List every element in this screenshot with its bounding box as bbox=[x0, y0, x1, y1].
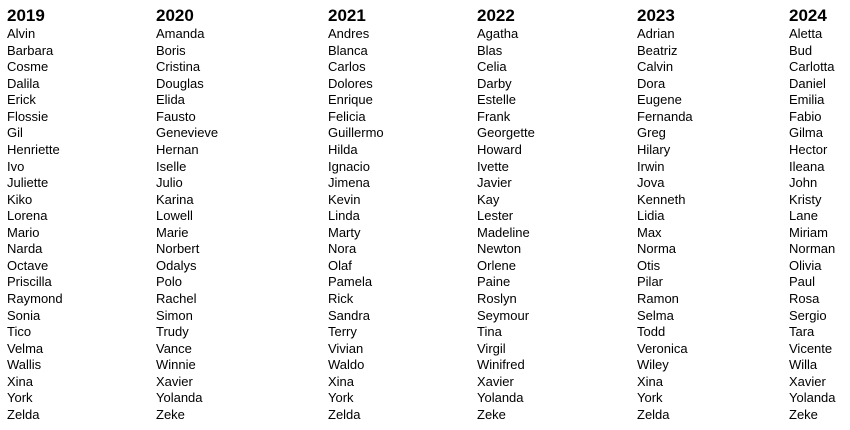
name-item: Tico bbox=[7, 324, 32, 340]
name-item: York bbox=[7, 390, 33, 406]
year-heading: 2019 bbox=[7, 6, 45, 25]
name-item: John bbox=[789, 175, 818, 191]
name-item: Madeline bbox=[477, 224, 530, 240]
name-item: Zelda bbox=[7, 406, 40, 422]
year-column bbox=[328, 5, 384, 424]
name-item: Alvin bbox=[7, 26, 36, 41]
name-item: Kenneth bbox=[637, 191, 686, 207]
name-item: Pilar bbox=[637, 274, 664, 290]
name-item: Celia bbox=[477, 59, 507, 75]
name-item: Olivia bbox=[789, 257, 822, 273]
name-item: Genevieve bbox=[156, 125, 219, 141]
name-item: Zeke bbox=[156, 406, 185, 422]
name-item: Waldo bbox=[328, 357, 365, 373]
name-item: Todd bbox=[637, 324, 666, 340]
name-item: Xavier bbox=[477, 373, 514, 389]
name-item: Enrique bbox=[328, 92, 373, 108]
name-item: Ramon bbox=[637, 291, 679, 306]
name-item: Newton bbox=[477, 241, 522, 257]
name-item: Lidia bbox=[637, 208, 665, 224]
name-item: Zelda bbox=[637, 406, 670, 422]
name-item: Jova bbox=[637, 175, 665, 191]
name-item: Erick bbox=[7, 92, 36, 108]
name-item: Cristina bbox=[156, 59, 201, 75]
name-item: Yolanda bbox=[789, 390, 836, 406]
year-column bbox=[156, 5, 218, 424]
name-item: Blas bbox=[477, 42, 503, 58]
name-item: Dora bbox=[637, 75, 666, 91]
name-item: Xavier bbox=[156, 373, 193, 389]
name-item: Hilary bbox=[637, 141, 671, 157]
name-item: Fabio bbox=[789, 108, 822, 124]
name-item: Emilia bbox=[789, 92, 825, 108]
name-item: Andres bbox=[328, 26, 370, 41]
name-item: Yolanda bbox=[477, 390, 524, 406]
name-item: Vance bbox=[156, 340, 192, 356]
name-item: Yolanda bbox=[156, 390, 203, 406]
name-item: York bbox=[637, 390, 663, 406]
name-item: Narda bbox=[7, 241, 43, 257]
name-item: Howard bbox=[477, 141, 522, 157]
name-item: Eugene bbox=[637, 92, 682, 108]
name-item: Xina bbox=[328, 373, 355, 389]
name-item: Olaf bbox=[328, 257, 352, 273]
name-item: Rick bbox=[328, 291, 354, 306]
name-item: Sonia bbox=[7, 307, 41, 323]
name-item: Elida bbox=[156, 92, 185, 108]
name-item: Veronica bbox=[637, 340, 688, 356]
name-item: Ignacio bbox=[328, 158, 370, 174]
name-item: Octave bbox=[7, 257, 49, 273]
name-item: Kristy bbox=[789, 191, 822, 207]
name-item: Polo bbox=[156, 274, 183, 290]
name-item: Darby bbox=[477, 75, 512, 91]
name-item: Nora bbox=[328, 241, 357, 257]
name-item: Orlene bbox=[477, 257, 517, 273]
name-item: Lowell bbox=[156, 208, 193, 224]
name-item: Gil bbox=[7, 125, 23, 141]
year-heading: 2020 bbox=[156, 6, 194, 25]
name-item: Wallis bbox=[7, 357, 42, 373]
name-item: Rosa bbox=[789, 291, 820, 306]
name-item: Odalys bbox=[156, 257, 197, 273]
name-item: Fausto bbox=[156, 108, 196, 124]
name-item: Norma bbox=[637, 241, 677, 257]
name-item: Felicia bbox=[328, 108, 366, 124]
name-item: Tina bbox=[477, 324, 502, 340]
name-item: Paine bbox=[477, 274, 511, 290]
name-item: Kay bbox=[477, 191, 500, 207]
name-item: York bbox=[328, 390, 354, 406]
name-item: Virgil bbox=[477, 340, 506, 356]
name-item: Aletta bbox=[789, 26, 823, 41]
year-column bbox=[637, 5, 693, 424]
name-item: Simon bbox=[156, 307, 193, 323]
name-item: Estelle bbox=[477, 92, 517, 108]
name-item: Blanca bbox=[328, 42, 368, 58]
name-item: Ivo bbox=[7, 158, 25, 174]
name-item: Cosme bbox=[7, 59, 49, 75]
name-item: Dolores bbox=[328, 75, 373, 91]
name-item: Gilma bbox=[789, 125, 823, 141]
name-item: Norbert bbox=[156, 241, 200, 257]
name-item: Jimena bbox=[328, 175, 370, 191]
name-item: Flossie bbox=[7, 108, 49, 124]
name-item: Kiko bbox=[7, 191, 33, 207]
name-item: Sergio bbox=[789, 307, 827, 323]
name-item: Calvin bbox=[637, 59, 674, 75]
name-item: Terry bbox=[328, 324, 357, 340]
name-item: Xina bbox=[637, 373, 664, 389]
name-item: Lorena bbox=[7, 208, 48, 224]
name-item: Carlos bbox=[328, 59, 366, 75]
name-item: Daniel bbox=[789, 75, 826, 91]
name-item: Otis bbox=[637, 257, 661, 273]
name-item: Rachel bbox=[156, 291, 197, 306]
name-item: Bud bbox=[789, 42, 813, 58]
name-item: Wiley bbox=[637, 357, 669, 373]
name-item: Xina bbox=[7, 373, 34, 389]
name-item: Marty bbox=[328, 224, 361, 240]
name-item: Hernan bbox=[156, 141, 199, 157]
name-item: Julio bbox=[156, 175, 183, 191]
year-heading: 2022 bbox=[477, 6, 515, 25]
name-item: Lane bbox=[789, 208, 818, 224]
name-item: Henriette bbox=[7, 141, 60, 157]
name-item: Priscilla bbox=[7, 274, 52, 290]
name-item: Dalila bbox=[7, 75, 40, 91]
name-item: Carlotta bbox=[789, 59, 835, 75]
name-item: Georgette bbox=[477, 125, 535, 141]
name-item: Tara bbox=[789, 324, 815, 340]
name-item: Winnie bbox=[156, 357, 196, 373]
name-item: Selma bbox=[637, 307, 674, 323]
name-item: Pamela bbox=[328, 274, 373, 290]
name-item: Paul bbox=[789, 274, 816, 290]
name-item: Norman bbox=[789, 241, 836, 257]
name-item: Adrian bbox=[637, 26, 675, 41]
year-column bbox=[477, 5, 535, 424]
name-item: Linda bbox=[328, 208, 360, 224]
name-item: Juliette bbox=[7, 175, 49, 191]
name-item: Ileana bbox=[789, 158, 825, 174]
name-item: Miriam bbox=[789, 224, 828, 240]
name-item: Xavier bbox=[789, 373, 826, 389]
name-item: Winifred bbox=[477, 357, 525, 373]
year-heading: 2024 bbox=[789, 6, 827, 25]
name-item: Irwin bbox=[637, 158, 665, 174]
name-item: Willa bbox=[789, 357, 818, 373]
name-item: Zeke bbox=[477, 406, 506, 422]
name-item: Beatriz bbox=[637, 42, 678, 58]
name-item: Vicente bbox=[789, 340, 833, 356]
name-item: Max bbox=[637, 224, 662, 240]
name-item: Kevin bbox=[328, 191, 361, 207]
name-item: Ivette bbox=[477, 158, 509, 174]
name-item: Roslyn bbox=[477, 291, 517, 306]
name-item: Velma bbox=[7, 340, 44, 356]
name-item: Raymond bbox=[7, 291, 63, 306]
name-item: Greg bbox=[637, 125, 666, 141]
name-item: Iselle bbox=[156, 158, 187, 174]
name-item: Mario bbox=[7, 224, 40, 240]
name-item: Javier bbox=[477, 175, 512, 191]
name-item: Barbara bbox=[7, 42, 54, 58]
name-item: Boris bbox=[156, 42, 186, 58]
name-item: Douglas bbox=[156, 75, 204, 91]
year-column bbox=[789, 5, 836, 424]
name-item: Vivian bbox=[328, 340, 364, 356]
name-item: Marie bbox=[156, 224, 189, 240]
name-item: Amanda bbox=[156, 26, 205, 41]
year-heading: 2023 bbox=[637, 6, 675, 25]
name-item: Sandra bbox=[328, 307, 370, 323]
year-column bbox=[7, 5, 63, 424]
name-item: Seymour bbox=[477, 307, 530, 323]
name-item: Frank bbox=[477, 108, 511, 124]
name-item: Zelda bbox=[328, 406, 361, 422]
name-item: Fernanda bbox=[637, 108, 693, 124]
name-item: Karina bbox=[156, 191, 194, 207]
name-item: Zeke bbox=[789, 406, 818, 422]
name-item: Hilda bbox=[328, 141, 358, 157]
name-item: Lester bbox=[477, 208, 514, 224]
name-item: Trudy bbox=[156, 324, 189, 340]
year-heading: 2021 bbox=[328, 6, 366, 25]
name-item: Hector bbox=[789, 141, 828, 157]
name-item: Guillermo bbox=[328, 125, 384, 141]
name-item: Agatha bbox=[477, 26, 519, 41]
